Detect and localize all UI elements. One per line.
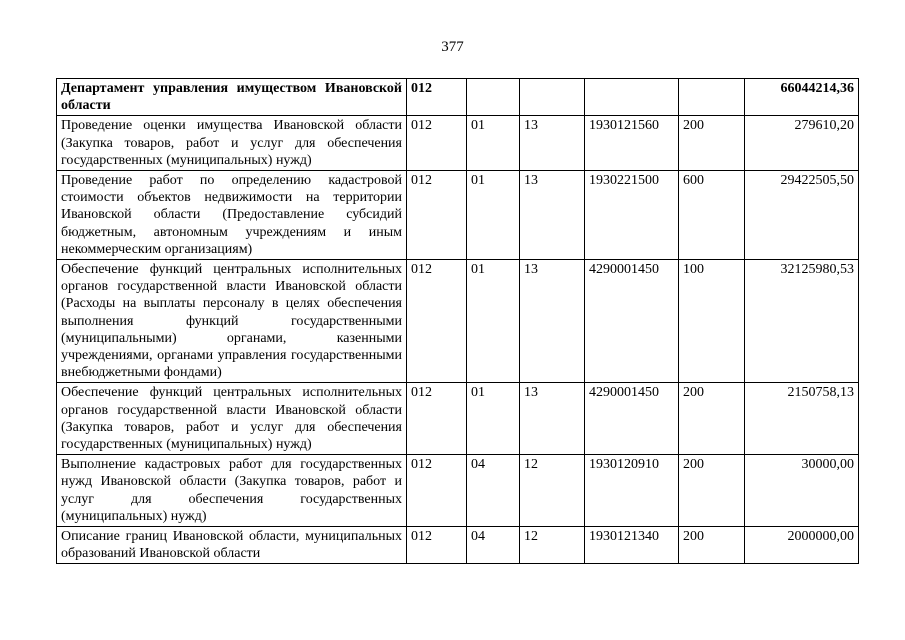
cell-grbs: 012 <box>407 260 467 383</box>
cell-rz: 04 <box>467 527 520 564</box>
cell-grbs: 012 <box>407 171 467 260</box>
cell-vr: 200 <box>679 383 745 455</box>
cell-pr: 13 <box>520 171 585 260</box>
cell-pr: 13 <box>520 116 585 171</box>
table-row <box>57 171 859 260</box>
cell-pr: 12 <box>520 455 585 527</box>
cell-csr <box>585 79 679 116</box>
cell-grbs: 012 <box>407 455 467 527</box>
cell-rz: 01 <box>467 116 520 171</box>
cell-rz: 01 <box>467 383 520 455</box>
cell-pr: 13 <box>520 383 585 455</box>
table-row <box>57 383 859 455</box>
cell-vr: 200 <box>679 116 745 171</box>
cell-csr: 1930221500 <box>585 171 679 260</box>
cell-csr: 1930120910 <box>585 455 679 527</box>
cell-csr: 4290001450 <box>585 383 679 455</box>
cell-description: Обеспечение функций центральных исполнительных органов государственной власти Ивановской области (Закупка товаров, работ и услуг для обеспечения государственных (муниципальных) нужд) <box>57 383 407 455</box>
cell-rz: 01 <box>467 260 520 383</box>
cell-rz <box>467 79 520 116</box>
cell-sum: 32125980,53 <box>745 260 859 383</box>
cell-pr <box>520 79 585 116</box>
cell-grbs: 012 <box>407 116 467 171</box>
cell-sum: 2150758,13 <box>745 383 859 455</box>
page-number: 377 <box>441 39 464 55</box>
cell-sum: 29422505,50 <box>745 171 859 260</box>
cell-vr <box>679 79 745 116</box>
cell-csr: 1930121560 <box>585 116 679 171</box>
cell-description: Описание границ Ивановской области, муниципальных образований Ивановской области <box>57 527 407 564</box>
cell-vr: 200 <box>679 455 745 527</box>
cell-grbs: 012 <box>407 383 467 455</box>
budget-table <box>56 78 859 564</box>
cell-sum: 66044214,36 <box>745 79 859 116</box>
cell-vr: 600 <box>679 171 745 260</box>
table-row <box>57 116 859 171</box>
cell-sum: 2000000,00 <box>745 527 859 564</box>
cell-grbs: 012 <box>407 527 467 564</box>
cell-description: Проведение оценки имущества Ивановской области (Закупка товаров, работ и услуг для обеспечения государственных (муниципальных) нужд) <box>57 116 407 171</box>
cell-sum: 30000,00 <box>745 455 859 527</box>
cell-csr: 1930121340 <box>585 527 679 564</box>
cell-rz: 04 <box>467 455 520 527</box>
cell-pr: 13 <box>520 260 585 383</box>
table-row-department <box>57 79 859 116</box>
cell-description: Департамент управления имуществом Ивановской области <box>57 79 407 116</box>
cell-vr: 100 <box>679 260 745 383</box>
table-row <box>57 455 859 527</box>
cell-sum: 279610,20 <box>745 116 859 171</box>
cell-description: Обеспечение функций центральных исполнительных органов государственной власти Ивановской области (Расходы на выплаты персоналу в целях обеспечения выполнения функций государственными (муниципальными) органами, казенными учреждениями, органами управления государственными внебюджетными фондами) <box>57 260 407 383</box>
table-row <box>57 527 859 564</box>
cell-grbs: 012 <box>407 79 467 116</box>
cell-description: Проведение работ по определению кадастровой стоимости объектов недвижимости на территории Ивановской области (Предоставление субсидий бюджетным, автономным учреждениям и иным некоммерческим организациям) <box>57 171 407 260</box>
table-row <box>57 260 859 383</box>
cell-csr: 4290001450 <box>585 260 679 383</box>
cell-vr: 200 <box>679 527 745 564</box>
cell-pr: 12 <box>520 527 585 564</box>
cell-description: Выполнение кадастровых работ для государственных нужд Ивановской области (Закупка товаров, работ и услуг для обеспечения государственных (муниципальных) нужд) <box>57 455 407 527</box>
cell-rz: 01 <box>467 171 520 260</box>
